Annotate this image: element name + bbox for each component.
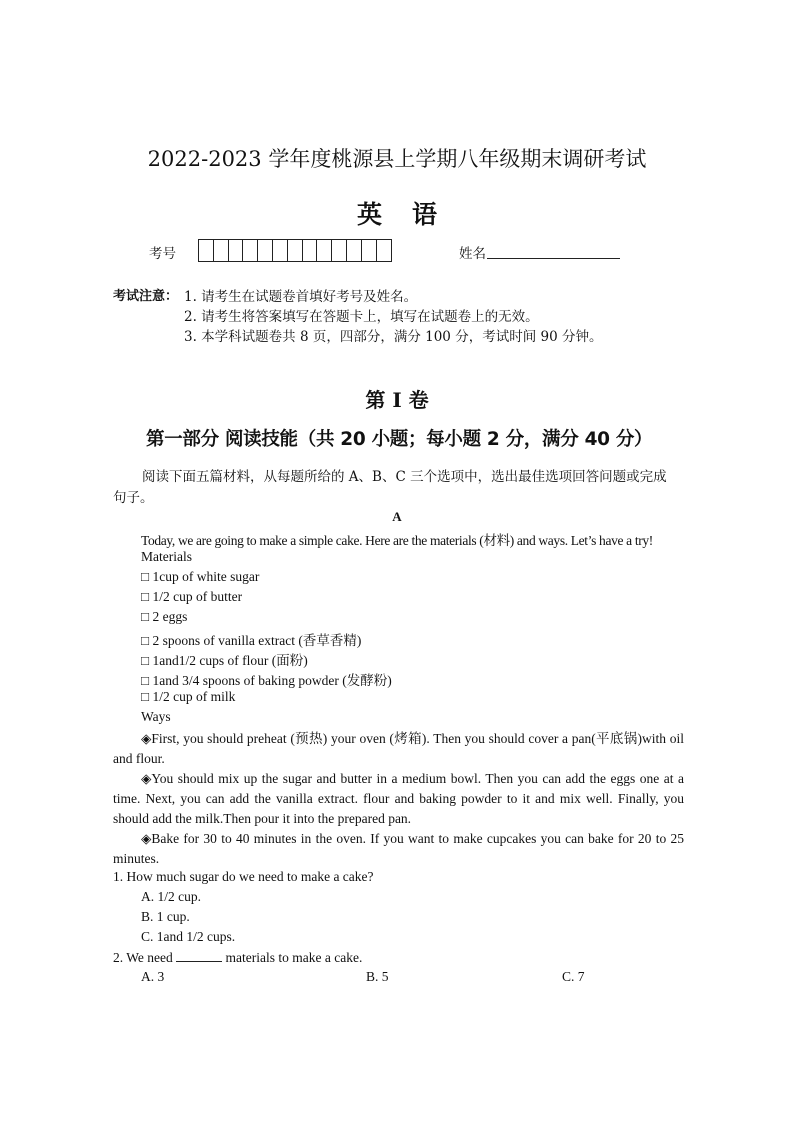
name-field[interactable] <box>487 258 620 259</box>
answer-option: C. 1and 1/2 cups. <box>141 929 236 944</box>
digit-box[interactable] <box>243 240 258 261</box>
digit-box[interactable] <box>273 240 288 261</box>
name-label: 姓名 <box>459 246 486 262</box>
digit-box[interactable] <box>347 240 362 261</box>
exam-number-boxes[interactable] <box>198 239 392 262</box>
volume-heading: 第 I 卷 <box>365 388 429 412</box>
digit-box[interactable] <box>362 240 377 261</box>
checkbox-icon: □ <box>141 609 150 624</box>
checkbox-icon: □ <box>141 589 150 604</box>
checkbox-icon: □ <box>141 673 150 688</box>
answer-option: B. 5 <box>366 969 389 984</box>
way-step: ◈You should mix up the sugar and butter in a medium bowl. Then you can add the eggs one at a time. Next, you can add the vanilla extract. flour and baking powder to it and mix well. Finally, you should add the milk.Then pour it into the prepared pan. <box>113 771 684 826</box>
passage-intro: Today, we are going to make a simple cake. Here are the materials (材料) and ways. Let’s have a try! <box>141 533 653 548</box>
checkbox-icon: □ <box>141 689 150 704</box>
answer-option: A. 3 <box>141 969 165 984</box>
materials-heading: Materials <box>141 549 192 564</box>
answer-option: C. 7 <box>562 969 585 984</box>
digit-box[interactable] <box>199 240 214 261</box>
exam-title: 2022-2023 学年度桃源县上学期八年级期末调研考试 <box>147 147 647 171</box>
diamond-bullet-icon: ◈ <box>141 831 152 846</box>
digit-box[interactable] <box>317 240 332 261</box>
material-item: □ 1/2 cup of butter <box>141 589 243 604</box>
digit-box[interactable] <box>214 240 229 261</box>
digit-box[interactable] <box>288 240 303 261</box>
digit-box[interactable] <box>258 240 273 261</box>
diamond-bullet-icon: ◈ <box>141 771 152 786</box>
material-item: □ 1cup of white sugar <box>141 569 260 584</box>
answer-option: A. 1/2 cup. <box>141 889 201 904</box>
answer-blank <box>176 949 222 962</box>
ways-heading: Ways <box>141 709 171 724</box>
way-step: ◈First, you should preheat (预热) your oven (烤箱). Then you should cover a pan(平底锅)with oil and flour. <box>113 731 684 766</box>
digit-box[interactable] <box>303 240 318 261</box>
checkbox-icon: □ <box>141 653 150 668</box>
part-one-heading: 第一部分 阅读技能（共 20 小题；每小题 2 分，满分 40 分） <box>146 429 653 450</box>
material-item: □ 2 spoons of vanilla extract (香草香精) <box>141 633 362 648</box>
checkbox-icon: □ <box>141 633 150 648</box>
notice-label: 考试注意： <box>113 289 179 304</box>
digit-box[interactable] <box>332 240 347 261</box>
diamond-bullet-icon: ◈ <box>141 731 152 746</box>
digit-box[interactable] <box>229 240 244 261</box>
material-item: □ 1and 3/4 spoons of baking powder (发酵粉) <box>141 673 392 688</box>
question-stem: 2. We need materials to make a cake. <box>113 950 363 965</box>
notice-item: 1. 请考生在试题卷首填好考号及姓名。 <box>184 289 418 305</box>
way-step: ◈Bake for 30 to 40 minutes in the oven. If you want to make cupcakes you can bake for 20 to 25 minutes. <box>113 831 684 866</box>
material-item: □ 1/2 cup of milk <box>141 689 236 704</box>
question-stem: 1. How much sugar do we need to make a cake? <box>113 869 374 884</box>
notice-item: 3. 本学科试题卷共 8 页，四部分，满分 100 分，考试时间 90 分钟。 <box>184 329 603 345</box>
material-item: □ 1and1/2 cups of flour (面粉) <box>141 653 308 668</box>
digit-box[interactable] <box>377 240 392 261</box>
exam-number-label: 考号 <box>149 246 176 262</box>
answer-option: B. 1 cup. <box>141 909 190 924</box>
material-item: □ 2 eggs <box>141 609 188 624</box>
instruction-line: 句子。 <box>113 490 154 506</box>
checkbox-icon: □ <box>141 569 150 584</box>
passage-heading: A <box>392 509 402 524</box>
instruction-line: 阅读下面五篇材料，从每题所给的 A、B、C 三个选项中，选出最佳选项回答问题或完成 <box>142 469 667 485</box>
subject-title: 英语 <box>356 200 467 229</box>
notice-item: 2. 请考生将答案填写在答题卡上，填写在试题卷上的无效。 <box>184 309 539 325</box>
